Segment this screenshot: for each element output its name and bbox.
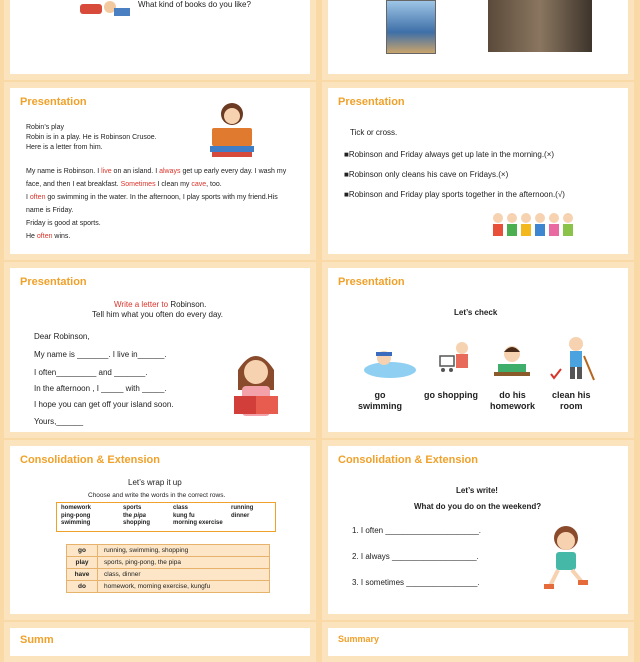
slide-thumbnail-4[interactable]	[322, 82, 634, 260]
intro-line-2: Robin is in a play. He is Robinson Crusoe.	[26, 134, 157, 141]
table-row: go running, swimming, shopping	[67, 545, 270, 557]
word-sort-table	[66, 544, 270, 593]
letter-line-6: He often wins.	[26, 233, 71, 240]
shopping-illustration	[438, 340, 478, 380]
table-row: have class, dinner	[67, 569, 270, 581]
slide-thumbnail-8[interactable]	[322, 440, 634, 620]
slide1-question: What kind of books do you like?	[138, 0, 251, 9]
slide-thumbnail-10[interactable]	[322, 622, 634, 662]
kids-reading-illustration	[76, 0, 136, 20]
slide-thumbnail-1[interactable]	[4, 0, 316, 80]
letter-greeting: Dear Robinson,	[34, 332, 90, 341]
wrap-instruction: Choose and write the words in the correct rows.	[88, 492, 226, 499]
swimming-illustration	[362, 344, 418, 380]
write-line-1: 1. I often _____________________.	[352, 526, 482, 535]
letter-line-2: face, and then I eat breakfast. Sometimes I clean my cave, too.	[26, 181, 222, 188]
section-title: Presentation	[338, 276, 405, 288]
statement-3: ■Robinson and Friday play sports together in the afternoon.(√)	[344, 190, 565, 199]
section-title: Presentation	[20, 276, 87, 288]
activity-label-3: do his homework	[490, 390, 536, 411]
girl-with-book-illustration	[228, 346, 284, 424]
section-title: Presentation	[338, 96, 405, 108]
homework-illustration	[492, 342, 532, 380]
letter-line-hope: I hope you can get off your island soon.	[34, 400, 174, 409]
word-bank-box	[56, 502, 276, 532]
letter-blank-line-2: I often_________ and _______.	[34, 368, 148, 377]
running-boy-illustration	[542, 524, 592, 594]
check-heading: Let’s check	[454, 308, 498, 317]
letter-line-3: I often go swimming in the water. In the afternoon, I play sports with my friend.His	[26, 194, 278, 201]
letter-line-4: name is Friday.	[26, 207, 74, 214]
table-row: do homework, morning exercise, kungfu	[67, 581, 270, 593]
activity-label-1: go swimming	[358, 390, 403, 411]
girl-reading-illustration	[206, 100, 258, 160]
wrap-heading: Let’s wrap it up	[128, 478, 182, 487]
section-title: Presentation	[20, 96, 87, 108]
checkmark-icon	[550, 368, 562, 380]
word-bank-col-1: homework ping-pong swimming	[61, 505, 92, 526]
statement-1: ■Robinson and Friday always get up late in the morning.(×)	[344, 150, 555, 159]
write-line-2: 2. I always ___________________.	[352, 552, 479, 561]
statement-2: ■Robinson only cleans his cave on Fridays.(×)	[344, 170, 509, 179]
letter-line-1: My name is Robinson. I live on an island. I always get up early every day. I wash my	[26, 168, 287, 175]
write-line-3: 3. I sometimes ________________.	[352, 578, 480, 587]
slide-thumbnail-2[interactable]	[322, 0, 634, 80]
table-row: play sports, ping-pong, the pipa	[67, 557, 270, 569]
letter-blank-line-1: My name is _______. I live in______.	[34, 350, 167, 359]
slide-thumbnail-9[interactable]	[4, 622, 316, 662]
task-line-1: Write a letter to Robinson.	[114, 300, 207, 309]
section-title: Consolidation & Extension	[338, 454, 478, 466]
slide-thumbnail-6[interactable]	[322, 262, 634, 438]
write-question: What do you do on the weekend?	[414, 502, 542, 511]
activity-label-4: clean his room	[552, 390, 591, 411]
slide-thumbnail-5[interactable]	[4, 262, 316, 438]
intro-line-1: Robin’s play	[26, 124, 65, 131]
section-title: Consolidation & Extension	[20, 454, 160, 466]
word-bank-col-4: running dinner	[231, 505, 254, 519]
word-bank-col-2: sports the pipa shopping	[123, 505, 150, 526]
book-cover-image	[386, 0, 436, 54]
write-heading: Let’s write!	[456, 486, 498, 495]
cleaning-illustration	[560, 336, 596, 384]
slide-thumbnail-3[interactable]	[4, 82, 316, 260]
intro-line-3: Here is a letter from him.	[26, 144, 103, 151]
section-title: Summary	[338, 634, 380, 644]
letter-line-5: Friday is good at sports.	[26, 220, 101, 227]
movie-still-image	[488, 0, 592, 52]
children-group-illustration	[490, 210, 580, 242]
word-bank-col-3: class kung fu morning exercise	[173, 505, 223, 526]
letter-blank-line-3: In the afternoon , I _____ with _____.	[34, 384, 167, 393]
section-title: Summ	[20, 634, 54, 646]
slide-thumbnail-7[interactable]	[4, 440, 316, 620]
instruction-text: Tick or cross.	[350, 128, 398, 137]
task-line-2: Tell him what you often do every day.	[92, 310, 224, 319]
letter-signoff: Yours,______	[34, 417, 84, 426]
activity-label-2: go shopping	[424, 390, 478, 400]
